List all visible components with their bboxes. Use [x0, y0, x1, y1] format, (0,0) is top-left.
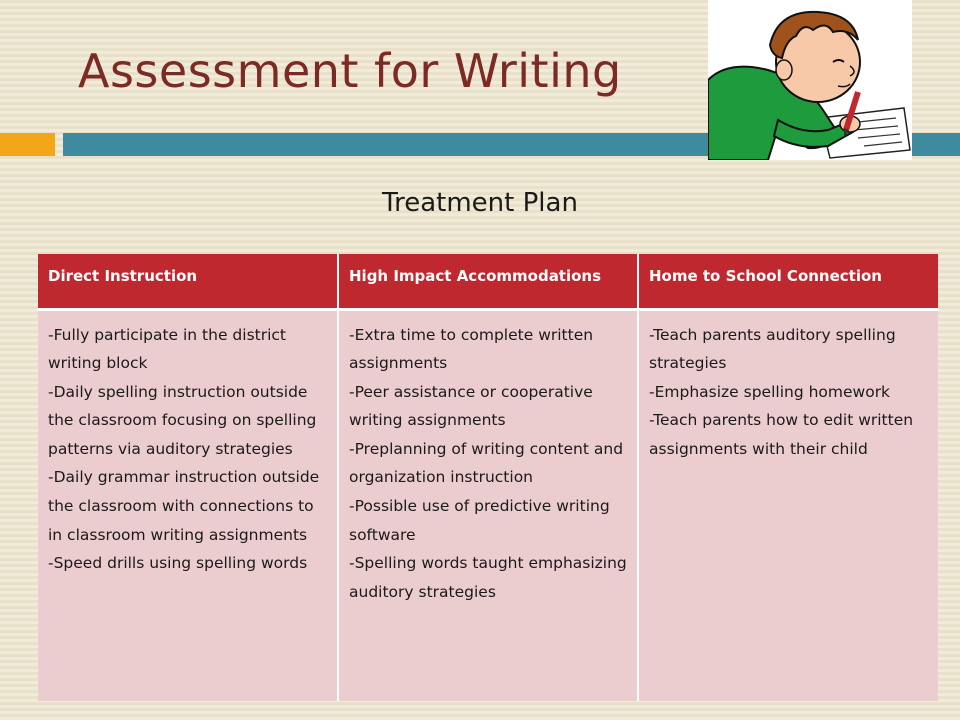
list-item: -Fully participate in the district writing block	[48, 325, 286, 373]
list-item: -Preplanning of writing content and organization instruction	[349, 439, 624, 487]
table-header-row	[38, 254, 938, 309]
list-item: -Speed drills using spelling words	[48, 554, 308, 573]
list-item: -Spelling words taught emphasizing auditory strategies	[349, 554, 627, 601]
list-item: -Daily spelling instruction outside the classroom focusing on spelling patterns via auditory strategies	[48, 382, 317, 458]
list-item: -Emphasize spelling homework	[649, 382, 891, 401]
treatment-plan-table	[38, 254, 938, 701]
header-high-impact-accommodations: High Impact Accommodations	[338, 254, 638, 309]
list-item: -Possible use of predictive writing software	[349, 497, 610, 544]
header-home-to-school-connection: Home to School Connection	[638, 254, 938, 309]
boy-writing-illustration-icon	[708, 0, 912, 160]
list-item: -Teach parents how to edit written assignments with their child	[649, 411, 914, 458]
accent-bar-orange	[0, 133, 55, 156]
direct-instruction-cell	[38, 309, 338, 701]
list-item: -Teach parents auditory spelling strategies	[649, 325, 896, 373]
list-item: -Daily grammar instruction outside the classroom with connections to in classroom writing assignments	[48, 468, 320, 544]
list-item: -Extra time to complete written assignments	[349, 325, 594, 373]
slide-subtitle: Treatment Plan	[382, 188, 578, 218]
home-school-cell	[638, 309, 938, 701]
slide-title: Assessment for Writing	[78, 44, 622, 98]
header-direct-instruction: Direct Instruction	[38, 254, 338, 309]
table-row	[38, 309, 938, 701]
accommodations-cell	[338, 309, 638, 701]
list-item: -Peer assistance or cooperative writing assignments	[349, 382, 593, 430]
